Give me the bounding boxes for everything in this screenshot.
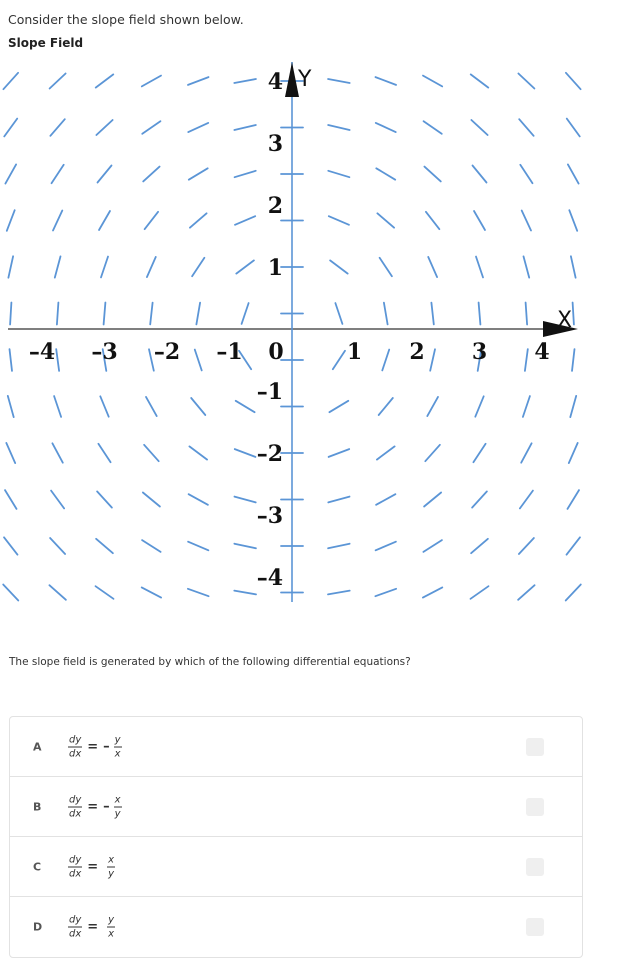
slope-segment [475, 396, 483, 416]
slope-segment [328, 79, 350, 83]
slope-segment [52, 443, 62, 462]
slope-segment [55, 256, 61, 277]
y-tick-label: –3 [256, 503, 283, 529]
x-tick-label: 0 [268, 339, 284, 365]
slope-segment [188, 77, 209, 85]
slope-segment [376, 168, 395, 179]
slope-segment [144, 445, 159, 461]
slope-segment [146, 397, 157, 416]
slope-segment [376, 494, 395, 505]
slope-segment [519, 119, 533, 136]
answer-choices [9, 716, 583, 958]
slope-segment [382, 350, 389, 371]
choice-c[interactable] [10, 837, 582, 897]
slope-segment [235, 171, 256, 177]
slope-segment [566, 585, 581, 601]
slope-segment [97, 491, 112, 507]
slope-segment [236, 401, 255, 412]
slope-segment [54, 396, 61, 417]
slope-segment [572, 349, 575, 371]
slope-segment [518, 74, 534, 89]
slope-segment [104, 303, 106, 325]
choice-equation: $\frac{dy}{dx}$ = – $\frac{y}{x}$ [69, 734, 121, 759]
slope-segment [384, 303, 388, 325]
slope-segment [53, 211, 62, 231]
slope-segment [52, 165, 64, 183]
slope-segment [235, 449, 256, 457]
y-axis-arrow [285, 62, 299, 97]
slope-field-graph [0, 48, 590, 608]
slope-segment [471, 74, 489, 87]
slope-segment [99, 211, 110, 230]
slope-segment [571, 256, 576, 277]
slope-segment [521, 443, 531, 462]
slope-segment [520, 491, 533, 509]
slope-segment [328, 497, 349, 503]
slope-segment [234, 544, 256, 549]
slope-segment [380, 258, 392, 276]
slope-segment [522, 211, 531, 231]
x-tick-label: 2 [409, 339, 425, 365]
slope-segment [431, 303, 433, 325]
slope-segment [568, 164, 579, 183]
slope-segment [242, 303, 249, 324]
slope-segment [427, 397, 438, 416]
slope-segment [50, 119, 64, 136]
y-tick-label: –2 [256, 441, 283, 467]
y-tick-label: –4 [256, 565, 283, 591]
choice-checkbox[interactable] [526, 918, 544, 936]
slope-segment [377, 213, 394, 227]
slope-segment [234, 125, 255, 130]
slope-segment [525, 349, 528, 371]
slope-segment [519, 538, 534, 554]
slope-segment [423, 540, 442, 552]
slope-segment [4, 119, 17, 137]
slope-segment [143, 167, 159, 182]
slope-segment [188, 589, 209, 596]
slope-segment [235, 216, 255, 225]
choice-equation: $\frac{dy}{dx}$ = – $\frac{x}{y}$ [69, 794, 121, 819]
slope-segment [330, 260, 348, 273]
slope-segment [423, 76, 442, 87]
slope-segment [56, 349, 59, 371]
slope-segment [189, 446, 207, 459]
slope-segment [566, 73, 581, 89]
slope-segment [479, 303, 481, 325]
choice-letter: C [33, 860, 42, 873]
slope-segment [142, 121, 160, 134]
slope-segment [188, 542, 208, 551]
slope-segment [424, 121, 442, 134]
slope-segment [376, 77, 397, 85]
slope-segment [473, 166, 487, 183]
y-tick-label: 4 [267, 69, 283, 95]
slope-segment [567, 537, 581, 554]
slope-segment [333, 351, 345, 369]
slope-segment [328, 125, 349, 130]
slope-segment [50, 538, 65, 554]
choice-checkbox[interactable] [526, 858, 544, 876]
x-tick-label: –3 [91, 339, 118, 365]
slope-segment [236, 260, 254, 273]
slope-segment [191, 398, 205, 415]
slope-segment [523, 396, 530, 417]
choice-letter: B [33, 800, 42, 813]
slope-segment [376, 542, 396, 551]
x-tick-label: –1 [216, 339, 243, 365]
slope-segment [8, 396, 14, 417]
slope-segment [96, 539, 113, 553]
slope-segment [145, 212, 159, 229]
slope-segment [100, 396, 108, 416]
slope-segment [430, 349, 435, 370]
slope-segment [520, 165, 532, 183]
slope-segment [518, 585, 535, 600]
slope-segment [5, 490, 17, 509]
slope-segment [4, 537, 18, 554]
slope-segment [3, 73, 18, 89]
slope-segment [471, 539, 488, 553]
slope-segment [234, 79, 256, 83]
x-tick-label: 1 [346, 339, 363, 365]
slope-segment [101, 257, 108, 278]
slope-segment [96, 74, 114, 87]
slope-segment [196, 303, 200, 325]
slope-segment [474, 211, 485, 230]
choice-letter: A [33, 740, 42, 753]
slope-segment [379, 398, 393, 415]
slope-segment [142, 76, 161, 87]
slope-segment [524, 256, 530, 277]
slope-segment [147, 257, 156, 277]
slope-segment [50, 74, 66, 89]
slope-segment [328, 544, 350, 549]
slope-segment [569, 443, 578, 463]
choice-d[interactable] [10, 897, 582, 957]
choice-checkbox[interactable] [526, 738, 544, 756]
x-axis-label: X [557, 308, 573, 333]
slope-segment [328, 591, 350, 595]
y-tick-label: –1 [256, 379, 283, 405]
slope-segment [526, 303, 528, 325]
slope-segment [142, 587, 161, 597]
choice-checkbox[interactable] [526, 798, 544, 816]
slope-segment [234, 591, 256, 595]
slope-segment [329, 216, 349, 225]
slope-segment [8, 256, 13, 277]
slope-segment [473, 444, 485, 462]
slope-segment [190, 213, 207, 227]
choice-equation: $\frac{dy}{dx}$ = $\frac{x}{y}$ [69, 854, 115, 879]
slope-segment [143, 493, 160, 507]
slope-segment [328, 171, 349, 177]
slope-segment [188, 123, 208, 132]
slope-segment [568, 490, 580, 509]
slope-segment [424, 167, 440, 182]
slope-segment [96, 120, 112, 135]
slope-segment [376, 123, 396, 132]
slope-segment [426, 212, 440, 229]
slope-segment [51, 491, 64, 509]
slope-segment [6, 443, 15, 463]
slope-segment [57, 303, 59, 325]
slope-segment [150, 303, 152, 325]
slope-segment [189, 168, 208, 179]
slope-segment [98, 166, 112, 183]
slope-segment [425, 445, 440, 461]
x-tick-label: –4 [28, 339, 56, 365]
slope-segment [189, 494, 208, 505]
slope-segment [195, 350, 202, 371]
slope-segment [567, 119, 580, 137]
x-tick-label: 3 [471, 339, 488, 365]
slope-segment [192, 258, 204, 276]
slope-segment [329, 401, 348, 412]
slope-segment [570, 396, 576, 417]
axis-tick-labels [29, 69, 550, 591]
slope-segment [476, 257, 483, 278]
y-tick-label: 1 [267, 255, 283, 281]
slope-segment [5, 164, 16, 183]
question-text: The slope field is generated by which of the following differential equations? [9, 656, 411, 668]
choice-equation: $\frac{dy}{dx}$ = $\frac{y}{x}$ [69, 914, 115, 940]
slope-segment [10, 303, 11, 325]
slope-segment [49, 585, 66, 600]
slope-segment [10, 349, 13, 371]
slope-segment [3, 585, 18, 601]
slope-segment [329, 449, 350, 457]
y-axis-label: Y [298, 67, 312, 92]
slope-segment [472, 491, 487, 507]
slope-segment [471, 120, 487, 135]
slope-segment [423, 587, 442, 597]
slope-segment [377, 446, 395, 459]
slope-segment [96, 586, 114, 599]
slope-segment [375, 589, 396, 596]
slope-segment [569, 210, 577, 231]
slope-segment [335, 303, 342, 324]
slope-segment [142, 540, 161, 552]
slope-segment [98, 444, 110, 462]
slope-field-title: Slope Field [8, 36, 84, 50]
slope-segment [235, 497, 256, 503]
choice-letter: D [33, 920, 43, 934]
prompt-text: Consider the slope field shown below. [8, 12, 244, 27]
x-tick-label: 4 [534, 339, 550, 365]
choice-a[interactable] [10, 717, 582, 777]
slope-segment [573, 303, 574, 325]
x-tick-label: –2 [153, 339, 181, 365]
choice-b[interactable] [10, 777, 582, 837]
y-tick-label: 2 [267, 193, 283, 219]
slope-segment [471, 586, 489, 599]
y-tick-label: 3 [267, 131, 283, 157]
slope-segment [424, 493, 441, 507]
slope-segment [428, 257, 437, 277]
slope-segment [7, 210, 15, 231]
